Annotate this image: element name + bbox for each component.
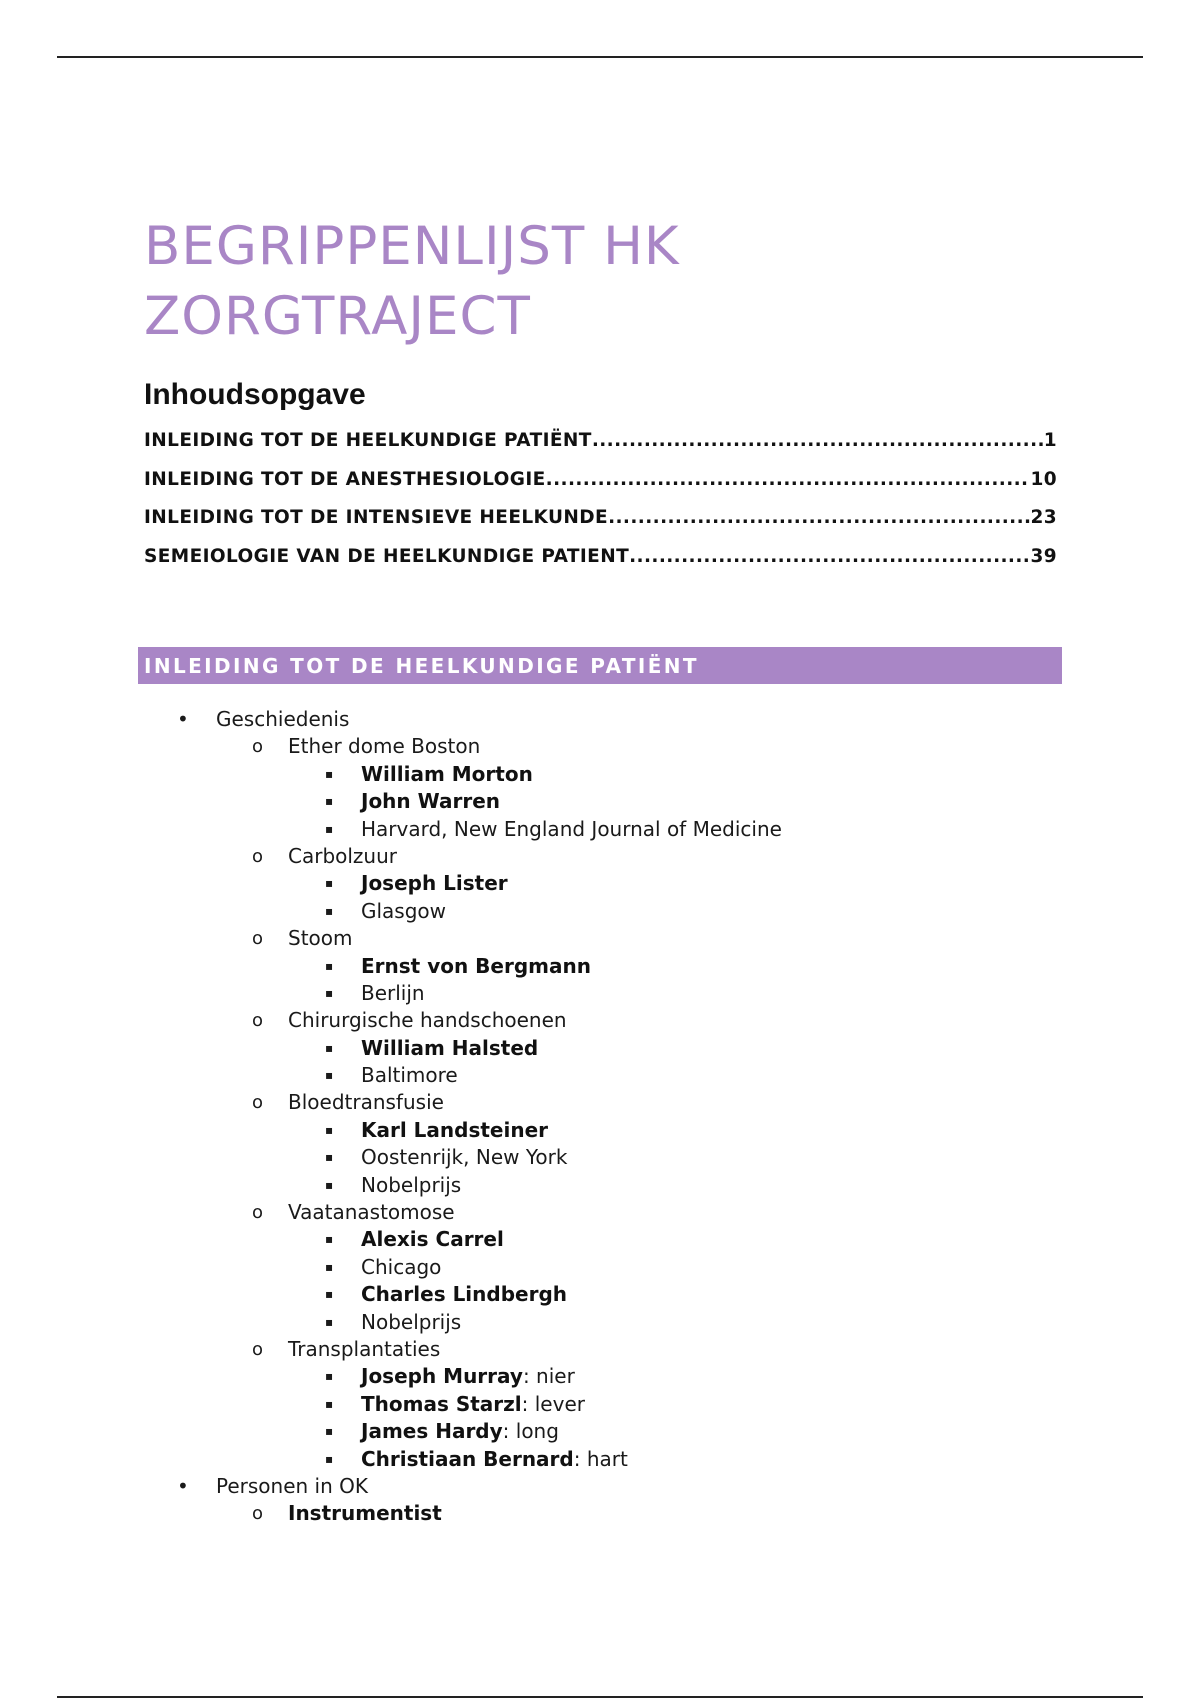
toc-leader-dots <box>608 507 1030 528</box>
bullet-circle-icon: o <box>252 1202 264 1224</box>
bullet-square-icon: ▪ <box>325 1424 334 1439</box>
toc-entry-title: SEMEIOLOGIE VAN DE HEELKUNDIGE PATIENT <box>144 545 630 567</box>
outline-item-text: Oostenrijk, New York <box>361 1145 568 1170</box>
outline-item-level-3 <box>0 898 1200 925</box>
outline-item-level-2 <box>0 1199 1200 1226</box>
outline-item-text: Personen in OK <box>216 1473 368 1498</box>
bullet-square-icon: ▪ <box>325 985 334 1000</box>
bullet-circle-icon: o <box>252 1503 264 1525</box>
toc-entry[interactable] <box>144 469 1057 508</box>
outline-item-level-3 <box>0 1281 1200 1308</box>
outline-item-term: Karl Landsteiner <box>361 1117 549 1142</box>
bullet-circle-icon: o <box>252 845 264 867</box>
outline-item-level-3 <box>0 1418 1200 1445</box>
outline-item-level-1 <box>0 1473 1200 1500</box>
outline-item-term: Joseph Lister <box>361 871 508 896</box>
outline-item-term: Instrumentist <box>288 1501 442 1526</box>
outline-item-level-3 <box>0 816 1200 843</box>
toc-entry-page: 10 <box>1030 468 1057 490</box>
outline-item-text: Chirurgische handschoenen <box>288 1008 567 1033</box>
table-of-contents <box>144 430 1057 584</box>
outline-item-level-3 <box>0 1144 1200 1171</box>
outline-item-level-2 <box>0 925 1200 952</box>
outline-item-term: William Halsted <box>361 1035 539 1060</box>
outline-item-term: John Warren <box>361 789 500 814</box>
bullet-square-icon: ▪ <box>325 1451 334 1466</box>
outline-item-term: Thomas Starzl <box>361 1391 522 1416</box>
toc-entry-title: INLEIDING TOT DE INTENSIEVE HEELKUNDE <box>144 507 609 528</box>
bullet-circle-icon: o <box>252 1338 264 1360</box>
outline-item-text: Stoom <box>288 926 353 951</box>
outline-item-text: Nobelprijs <box>361 1172 462 1197</box>
toc-entry-page: 39 <box>1030 545 1057 567</box>
outline-item-level-3 <box>0 1446 1200 1473</box>
outline-item-level-3 <box>0 1172 1200 1199</box>
bullet-square-icon: ▪ <box>325 794 334 809</box>
bullet-dot-icon: • <box>177 1473 189 1498</box>
footer-rule <box>57 1696 1143 1698</box>
outline-item-level-3 <box>0 953 1200 980</box>
bullet-square-icon: ▪ <box>325 1068 334 1083</box>
outline-item-term: Charles Lindbergh <box>361 1282 568 1307</box>
section-heading-bar <box>138 647 1062 684</box>
bullet-square-icon: ▪ <box>325 1287 334 1302</box>
outline-item-level-3 <box>0 761 1200 788</box>
header-rule <box>57 56 1143 58</box>
document-title <box>144 212 680 352</box>
outline-item-level-3 <box>0 1254 1200 1281</box>
outline-item-level-3 <box>0 870 1200 897</box>
bullet-square-icon: ▪ <box>325 821 334 836</box>
outline-item-text: Baltimore <box>361 1063 458 1088</box>
bullet-circle-icon: o <box>252 1092 264 1114</box>
bullet-circle-icon: o <box>252 1010 264 1032</box>
outline-item-level-3 <box>0 788 1200 815</box>
outline-item-level-2 <box>0 1089 1200 1116</box>
section-heading: INLEIDING TOT DE HEELKUNDIGE PATIËNT <box>144 653 699 678</box>
document-title-line-1: BEGRIPPENLIJST HK <box>144 216 680 277</box>
bullet-square-icon: ▪ <box>325 1314 334 1329</box>
outline-item-text: Bloedtransfusie <box>288 1090 444 1115</box>
bullet-square-icon: ▪ <box>325 1369 334 1384</box>
toc-entry-title: INLEIDING TOT DE ANESTHESIOLOGIE <box>144 468 546 490</box>
outline-item-text: Nobelprijs <box>361 1309 462 1334</box>
bullet-dot-icon: • <box>177 707 189 731</box>
outline-item-text: Transplantaties <box>288 1336 441 1361</box>
outline-item-level-1 <box>0 706 1200 733</box>
outline-item-text: Carbolzuur <box>288 843 398 868</box>
toc-entry[interactable] <box>144 430 1057 469</box>
toc-leader-dots <box>546 469 1031 490</box>
bullet-square-icon: ▪ <box>325 1232 334 1247</box>
outline-item-level-2 <box>0 1500 1200 1527</box>
outline-item-term: William Morton <box>361 761 533 786</box>
outline-item-text: Ether dome Boston <box>288 734 481 759</box>
bullet-square-icon: ▪ <box>325 876 334 891</box>
bullet-square-icon: ▪ <box>325 1259 334 1274</box>
toc-heading: Inhoudsopgave <box>144 378 366 411</box>
outline-item-level-3 <box>0 1035 1200 1062</box>
outline-item-text: : nier <box>522 1364 575 1389</box>
outline-item-level-2 <box>0 1336 1200 1363</box>
document-title-line-2: ZORGTRAJECT <box>144 286 531 347</box>
outline-item-text: Chicago <box>361 1254 442 1279</box>
outline-item-text: : lever <box>521 1391 585 1416</box>
outline-item-text: Vaatanastomose <box>288 1200 455 1225</box>
outline-item-level-2 <box>0 843 1200 870</box>
outline-item-level-3 <box>0 1309 1200 1336</box>
bullet-square-icon: ▪ <box>325 1177 334 1192</box>
outline-item-level-3 <box>0 1363 1200 1390</box>
bullet-square-icon: ▪ <box>325 1396 334 1411</box>
outline-list <box>0 706 1200 1528</box>
outline-item-text: Geschiedenis <box>216 707 350 731</box>
outline-item-level-2 <box>0 733 1200 760</box>
bullet-circle-icon: o <box>252 736 264 758</box>
outline-item-level-2 <box>0 1007 1200 1034</box>
outline-item-level-3 <box>0 980 1200 1007</box>
bullet-square-icon: ▪ <box>325 1150 334 1165</box>
toc-entry[interactable] <box>144 546 1057 585</box>
outline-item-term: James Hardy <box>361 1419 503 1444</box>
toc-entry[interactable] <box>144 507 1057 546</box>
outline-item-text: : long <box>502 1419 559 1444</box>
bullet-square-icon: ▪ <box>325 1122 334 1137</box>
outline-item-term: Joseph Murray <box>361 1364 523 1389</box>
outline-item-term: Alexis Carrel <box>361 1227 504 1252</box>
bullet-square-icon: ▪ <box>325 958 334 973</box>
toc-leader-dots <box>629 546 1030 567</box>
outline-item-term: Ernst von Bergmann <box>361 953 591 978</box>
outline-item-text: Glasgow <box>361 898 447 923</box>
bullet-square-icon: ▪ <box>325 766 334 781</box>
outline-item-level-3 <box>0 1117 1200 1144</box>
outline-item-text: Berlijn <box>361 980 425 1005</box>
bullet-square-icon: ▪ <box>325 1040 334 1055</box>
bullet-circle-icon: o <box>252 928 264 950</box>
toc-entry-page: 23 <box>1030 507 1057 528</box>
outline-item-level-3 <box>0 1391 1200 1418</box>
outline-item-text: : hart <box>573 1446 628 1471</box>
toc-entry-title: INLEIDING TOT DE HEELKUNDIGE PATIËNT <box>144 430 592 451</box>
outline-item-term: Christiaan Bernard <box>361 1446 574 1471</box>
outline-item-level-3 <box>0 1062 1200 1089</box>
outline-item-level-3 <box>0 1226 1200 1253</box>
toc-entry-page: 1 <box>1043 430 1057 451</box>
toc-leader-dots <box>592 430 1044 451</box>
bullet-square-icon: ▪ <box>325 903 334 918</box>
outline-item-text: Harvard, New England Journal of Medicine <box>361 816 782 841</box>
